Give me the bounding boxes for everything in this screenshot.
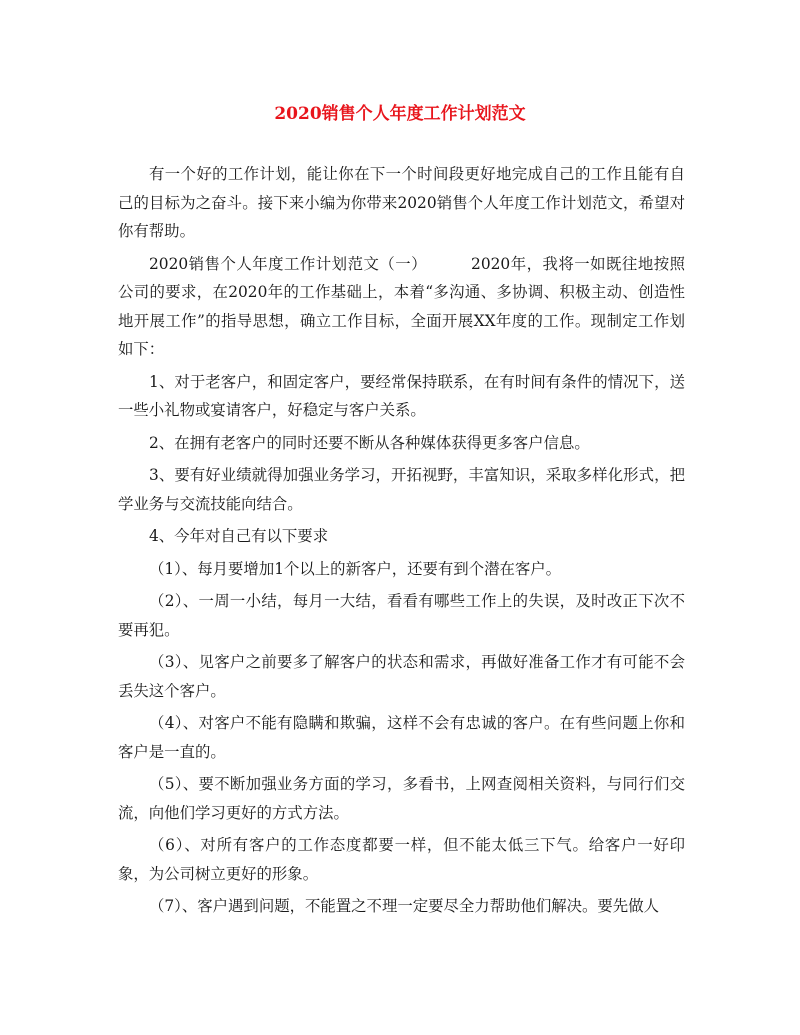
- sub-item-4: （4）、对客户不能有隐瞒和欺骗，这样不会有忠诚的客户。在有些问题上你和客户是一直的。: [118, 714, 685, 761]
- section-paragraph: [118, 250, 685, 364]
- sub-item-2: （2）、一周一小结，每月一大结，看看有哪些工作上的失误，及时改正下次不要再犯。: [118, 592, 685, 639]
- sub-item-7: （7）、客户遇到问题，不能置之不理一定要尽全力帮助他们解决。要先做人: [149, 897, 659, 915]
- section-heading: 2020销售个人年度工作计划范文（一）: [149, 254, 428, 273]
- section-intro-text: 2020年，我将一如既往地按照公司的要求，在2020年的工作基础上，本着“多沟通、多协调、积极主动、创造性地开展工作”的指导思想，确立工作目标，全面开展XX年度的工作。现制定工作划如下：: [118, 254, 685, 358]
- sub-item-1: （1）、每月要增加1个以上的新客户，还要有到个潜在客户。: [149, 559, 562, 578]
- list-item-2: 2、在拥有老客户的同时还要不断从各种媒体获得更多客户信息。: [149, 433, 590, 452]
- sub-item-3: （3）、见客户之前要多了解客户的状态和需求，再做好准备工作才有可能不会丢失这个客户。: [118, 653, 685, 700]
- document-body: [118, 160, 685, 925]
- document-title: 2020销售个人年度工作计划范文: [274, 104, 526, 124]
- list-item-3: 3、要有好业绩就得加强业务学习，开拓视野，丰富知识，采取多样化形式，把学业务与交流技能向结合。: [118, 466, 685, 513]
- list-item-1: 1、对于老客户，和固定客户，要经常保持联系，在有时间有条件的情况下，送一些小礼物或宴请客户，好稳定与客户关系。: [118, 372, 685, 419]
- sub-item-6: （6）、对所有客户的工作态度都要一样，但不能太低三下气。给客户一好印象，为公司树立更好的形象。: [118, 836, 685, 883]
- intro-paragraph: 有一个好的工作计划，能让你在下一个时间段更好地完成自己的工作且能有自己的目标为之奋斗。接下来小编为你带来2020销售个人年度工作计划范文，希望对你有帮助。: [118, 165, 685, 240]
- sub-item-5: （5）、要不断加强业务方面的学习，多看书，上网查阅相关资料，与同行们交流，向他们学习更好的方式方法。: [118, 775, 685, 822]
- list-item-4: 4、今年对自己有以下要求: [149, 527, 329, 545]
